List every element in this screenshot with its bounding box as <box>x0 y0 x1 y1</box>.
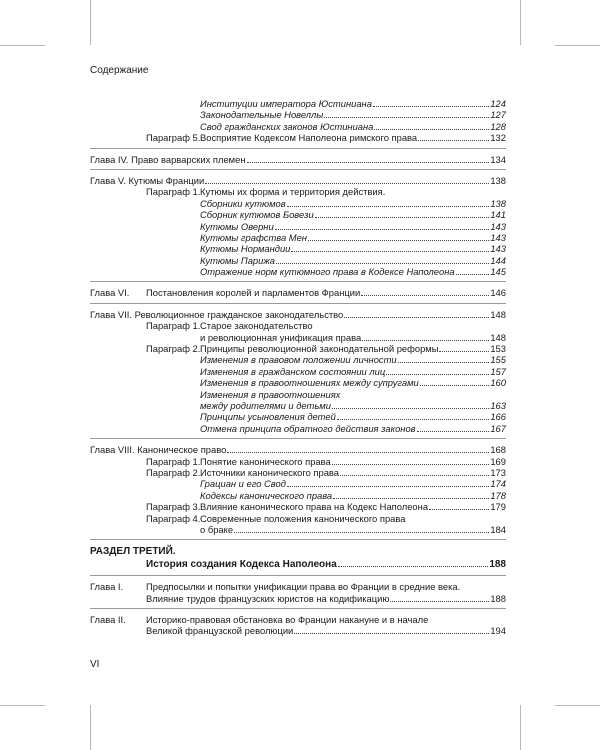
toc-entry[interactable]: Изменения в гражданском состоянии лиц 157 <box>200 365 506 377</box>
toc-entry[interactable]: Свод гражданских законов Юстиниана 128 <box>200 120 506 132</box>
section-heading: РАЗДЕЛ ТРЕТИЙ. <box>90 546 176 558</box>
toc-entry[interactable]: между родителями и детьми 163 <box>200 399 506 411</box>
toc-section-entry[interactable]: История создания Кодекса Наполеона 188 <box>146 559 506 571</box>
crop-mark <box>520 0 521 45</box>
divider <box>90 438 506 439</box>
toc-entry[interactable]: Институции императора Юстиниана 124 <box>200 98 506 109</box>
toc-chapter[interactable]: Глава IV. Право варварских племен 134 <box>90 153 506 165</box>
toc-chapter[interactable]: Глава I. Предпосылки и попытки унификации права во Франции в средние века. <box>90 581 461 593</box>
toc-chapter[interactable]: Глава VI. Постановления королей и парламентов Франции 146 <box>90 287 506 299</box>
divider <box>90 539 506 540</box>
crop-mark <box>555 705 600 706</box>
toc-entry[interactable]: Кутюмы Парижа 144 <box>200 254 506 266</box>
toc-entry[interactable]: Параграф 1. Кутюмы их форма и территория действия. <box>146 186 386 198</box>
divider <box>90 148 506 149</box>
crop-mark <box>520 705 521 750</box>
toc-entry[interactable]: Параграф 1. Старое законодательство <box>146 320 313 332</box>
toc-entry[interactable]: Параграф 3. Влияние канонического права на Кодекс Наполеона 179 <box>146 501 506 513</box>
toc-entry[interactable]: Принципы усыновления детей 166 <box>200 411 506 423</box>
toc-entry[interactable]: Отмена принципа обратного действия законов 167 <box>200 422 506 434</box>
toc-entry[interactable]: Кутюмы Нормандии 143 <box>200 243 506 255</box>
crop-mark <box>90 705 91 750</box>
toc-entry[interactable]: Кодексы канонического права 178 <box>200 489 506 501</box>
divider <box>90 608 506 609</box>
divider <box>90 281 506 282</box>
toc-chapter[interactable]: Влияние трудов французских юристов на кодификацию 188 <box>146 592 506 604</box>
crop-mark <box>0 45 45 46</box>
toc-entry[interactable]: и революционная унификация права 148 <box>200 331 506 343</box>
toc-entry[interactable]: Грациан и его Свод 174 <box>200 478 506 490</box>
toc-entry[interactable]: Кутюмы Оверни 143 <box>200 220 506 232</box>
crop-mark <box>0 705 45 706</box>
toc-entry[interactable]: Сборник кутюмов Бовези 141 <box>200 209 506 221</box>
toc-entry[interactable]: Кутюмы графства Мен 143 <box>200 231 506 243</box>
toc-entry[interactable]: Параграф 4. Современные положения канонического права <box>146 512 406 524</box>
toc-chapter[interactable]: Глава VII. Революционное гражданское законодательство 148 <box>90 308 506 320</box>
toc-chapter[interactable]: Глава II. Историко-правовая обстановка во Франции накануне и в начале <box>90 614 429 626</box>
toc-entry[interactable]: Параграф 2. Принципы революционной законодательной реформы 153 <box>146 343 506 355</box>
crop-mark <box>555 45 600 46</box>
divider <box>90 169 506 170</box>
toc-entry[interactable]: Параграф 1. Понятие канонического права 169 <box>146 455 506 467</box>
toc-chapter[interactable]: Великой французской революции 194 <box>146 625 506 637</box>
toc-entry[interactable]: Изменения в правовом положении личности 155 <box>200 354 506 366</box>
divider <box>90 575 506 576</box>
toc-entry[interactable]: Параграф 5. Восприятие Кодексом Наполеона римского права 132 <box>146 132 506 144</box>
toc-chapter[interactable]: Глава VIII. Каноническое право 168 <box>90 444 506 456</box>
table-of-contents <box>90 98 506 637</box>
page-number: VI <box>90 659 100 670</box>
toc-entry[interactable]: Изменения в правоотношениях <box>200 388 341 400</box>
toc-chapter[interactable]: Глава V. Кутюмы Франции 138 <box>90 174 506 186</box>
toc-entry[interactable]: Законодательные Новеллы 127 <box>200 109 506 121</box>
toc-entry[interactable]: Параграф 2. Источники канонического права 173 <box>146 466 506 478</box>
running-header: Содержание <box>90 65 149 76</box>
toc-entry[interactable]: Отражение норм кутюмного права в Кодексе Наполеона 145 <box>200 266 506 278</box>
toc-entry[interactable]: Сборники кутюмов 138 <box>200 197 506 209</box>
crop-mark <box>90 0 91 45</box>
toc-entry[interactable]: Изменения в правоотношениях между супругами 160 <box>200 377 506 389</box>
divider <box>90 303 506 304</box>
toc-entry[interactable]: о браке 184 <box>200 523 506 535</box>
